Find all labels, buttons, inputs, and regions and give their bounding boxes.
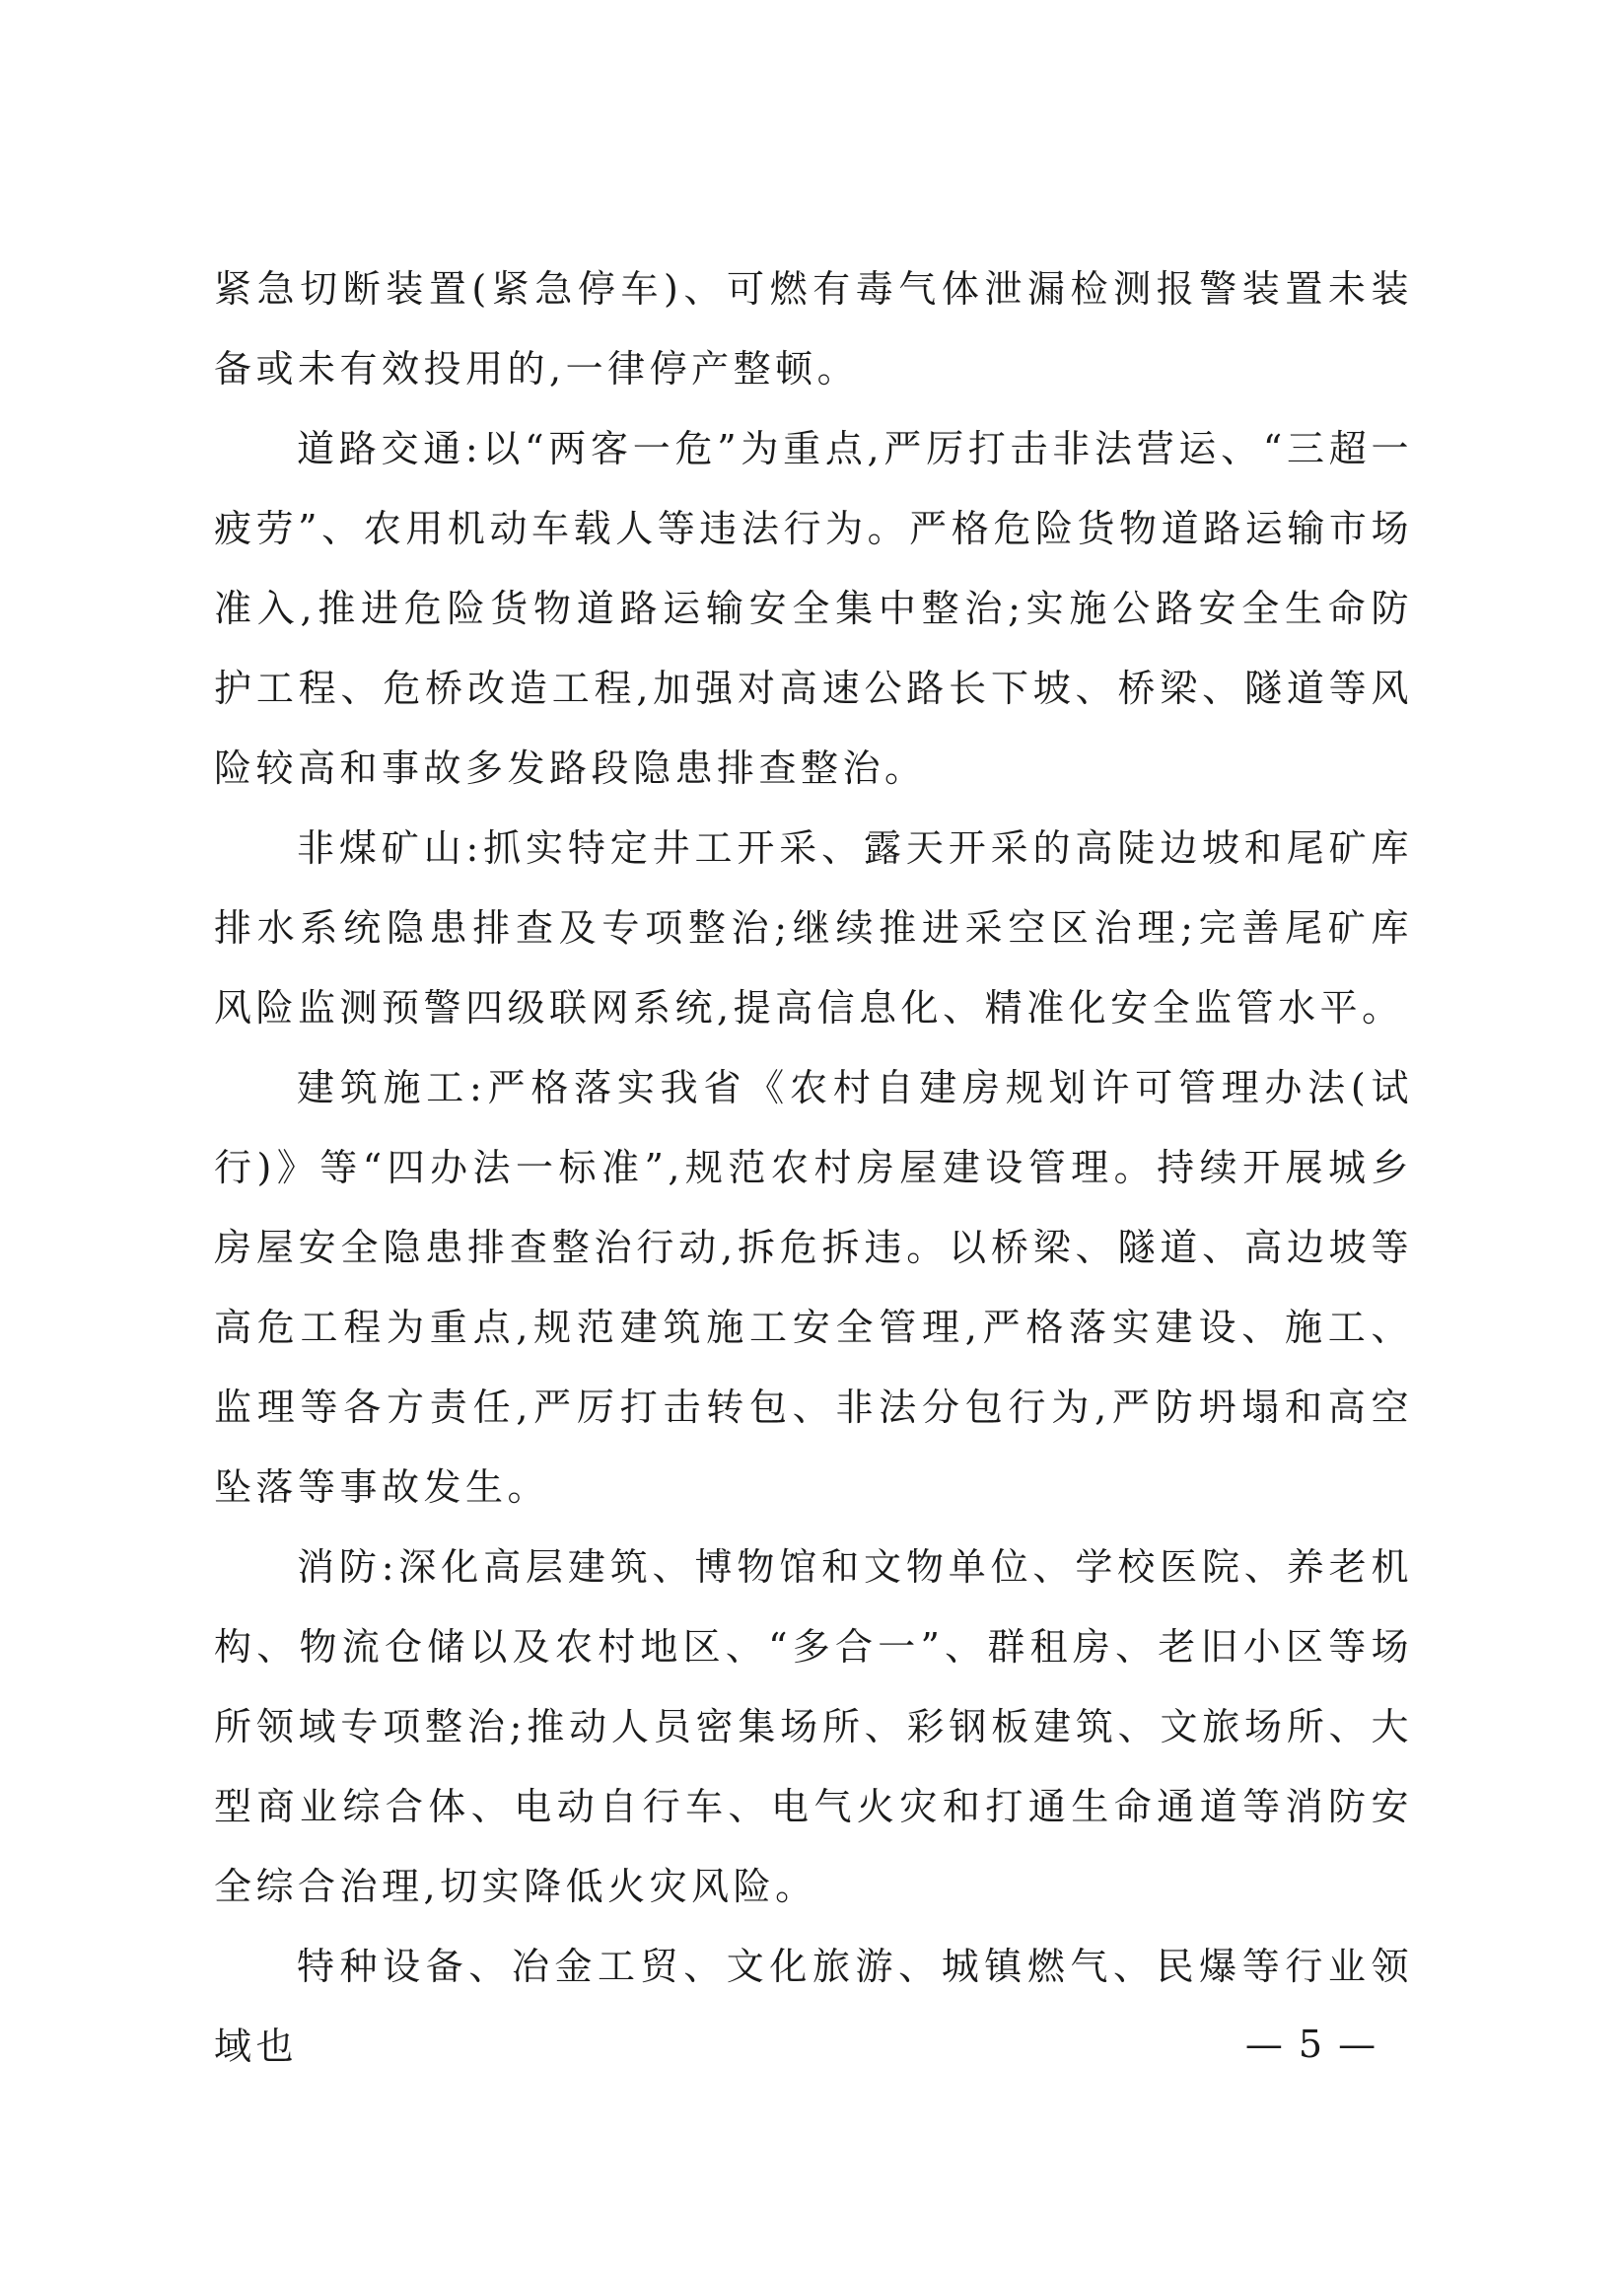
paragraph-emergency-shutdown: 紧急切断装置(紧急停车)、可燃有毒气体泄漏检测报警装置未装备或未有效投用的,一律停产整顿。 [214, 267, 1413, 391]
paragraph-special-equipment: 特种设备、冶金工贸、文化旅游、城镇燃气、民爆等行业领域也 [214, 1945, 1413, 2068]
paragraph-fire-safety: 消防:深化高层建筑、博物馆和文物单位、学校医院、养老机构、物流仓储以及农村地区、“多合一”、群租房、老旧小区等场所领域专项整治;推动人员密集场所、彩钢板建筑、文旅场所、大型商业综合体、电动自行车、电气火灾和打通生命通道等消防安全综合治理,切实降低火灾风险。 [214, 1545, 1413, 1908]
page-number: — 5 — [1244, 2023, 1378, 2066]
paragraph-non-coal-mines: 非煤矿山:抓实特定井工开采、露天开采的高陡边坡和尾矿库排水系统隐患排查及专项整治;继续推进采空区治理;完善尾矿库风险监测预警四级联网系统,提高信息化、精准化安全监管水平。 [214, 826, 1413, 1030]
body-text [214, 249, 1413, 2087]
paragraph-construction: 建筑施工:严格落实我省《农村自建房规划许可管理办法(试行)》等“四办法一标准”,规范农村房屋建设管理。持续开展城乡房屋安全隐患排查整治行动,拆危拆违。以桥梁、隧道、高边坡等高危工程为重点,规范建筑施工安全管理,严格落实建设、施工、监理等各方责任,严厉打击转包、非法分包行为,严防坍塌和高空坠落等事故发生。 [214, 1066, 1413, 1509]
paragraph-road-traffic: 道路交通:以“两客一危”为重点,严厉打击非法营运、“三超一疲劳”、农用机动车载人等违法行为。严格危险货物道路运输市场准入,推进危险货物道路运输安全集中整治;实施公路安全生命防护工程、危桥改造工程,加强对高速公路长下坡、桥梁、隧道等风险较高和事故多发路段隐患排查整治。 [214, 427, 1413, 790]
